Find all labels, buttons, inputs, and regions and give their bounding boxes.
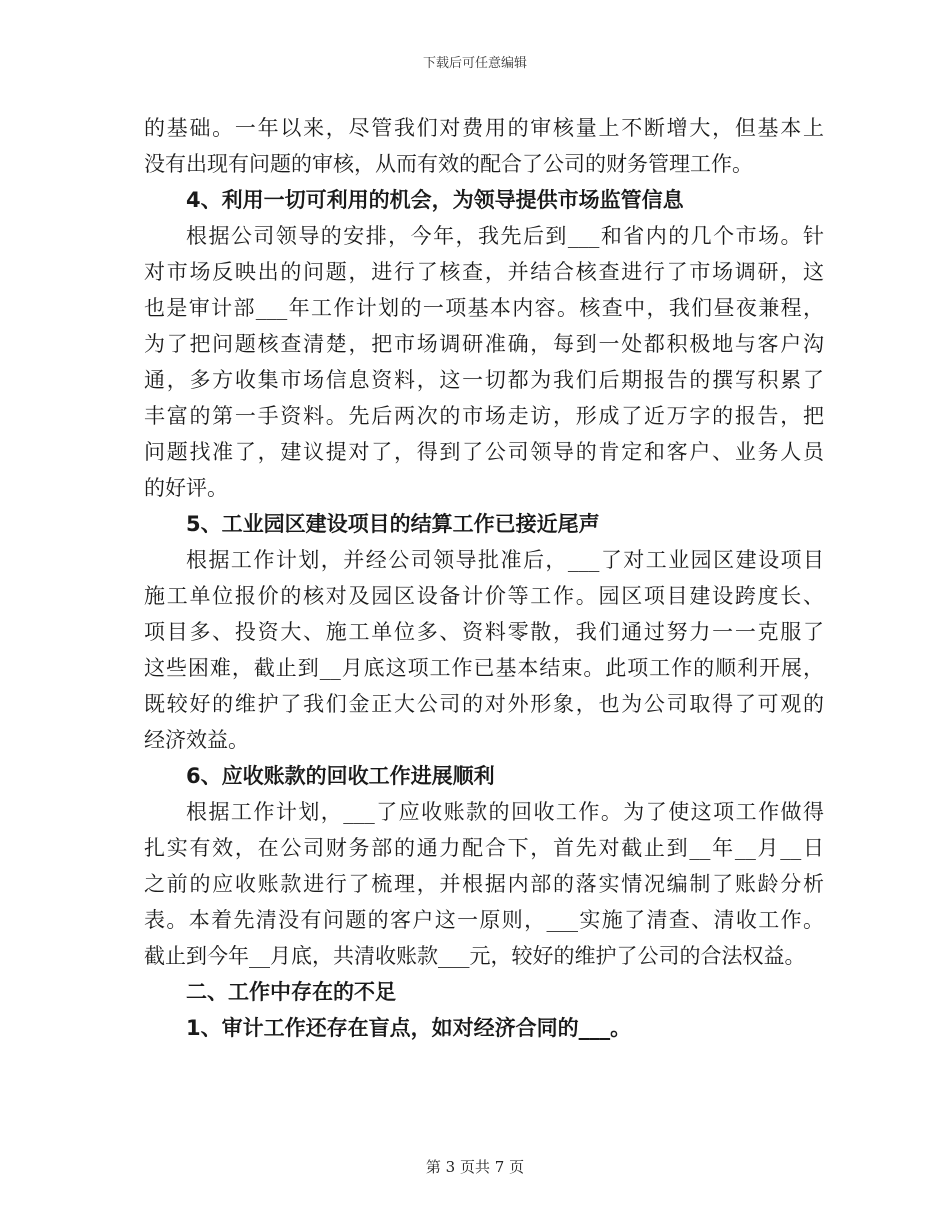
body-line: 根据工作计划，并经公司领导批准后，___了对工业园区建设项目 <box>186 548 824 572</box>
body-line: 施工单位报价的核对及园区设备计价等工作。园区项目建设跨度长、 <box>144 584 824 608</box>
section-heading: 4、利用一切可利用的机会，为领导提供市场监管信息 <box>186 188 684 212</box>
body-line: 既较好的维护了我们金正大公司的对外形象，也为公司取得了可观的 <box>144 692 824 716</box>
body-line: 也是审计部___年工作计划的一项基本内容。核查中，我们昼夜兼程， <box>144 296 824 320</box>
body-line: 扎实有效，在公司财务部的通力配合下，首先对截止到__年__月__日 <box>144 836 824 860</box>
body-line: 经济效益。 <box>144 728 249 752</box>
page-footer: 第 3 页共 7 页 <box>425 1158 525 1176</box>
body-line: 的好评。 <box>144 476 228 500</box>
body-line: 的基础。一年以来，尽管我们对费用的审核量上不断增大，但基本上 <box>144 116 824 140</box>
body-line: 为了把问题核查清楚，把市场调研准确，每到一处都积极地与客户沟 <box>144 332 824 356</box>
body-line: 表。本着先清没有问题的客户这一原则，___实施了清查、清收工作。 <box>144 908 824 932</box>
body-line: 这些困难，截止到__月底这项工作已基本结束。此项工作的顺利开展， <box>144 656 824 680</box>
body-line: 截止到今年__月底，共清收账款___元，较好的维护了公司的合法权益。 <box>144 944 806 968</box>
body-line: 根据工作计划，___了应收账款的回收工作。为了使这项工作做得 <box>186 800 824 824</box>
section-heading: 6、应收账款的回收工作进展顺利 <box>186 764 495 788</box>
body-line: 丰富的第一手资料。先后两次的市场走访，形成了近万字的报告，把 <box>144 404 824 428</box>
section-heading: 5、工业园区建设项目的结算工作已接近尾声 <box>186 512 600 536</box>
section-heading: 二、工作中存在的不足 <box>186 980 396 1004</box>
page-header: 下载后可任意编辑 <box>422 56 527 71</box>
body-line: 没有出现有问题的审核，从而有效的配合了公司的财务管理工作。 <box>144 152 753 176</box>
body-line: 项目多、投资大、施工单位多、资料零散，我们通过努力一一克服了 <box>144 620 824 644</box>
body-line: 问题找准了，建议提对了，得到了公司领导的肯定和客户、业务人员 <box>144 440 824 464</box>
document-body <box>144 110 824 1046</box>
body-line: 之前的应收账款进行了梳理，并根据内部的落实情况编制了账龄分析 <box>144 872 824 896</box>
section-heading: 1、审计工作还存在盲点，如对经济合同的___。 <box>186 1016 632 1040</box>
body-line: 根据公司领导的安排，今年，我先后到___和省内的几个市场。针 <box>186 224 824 248</box>
body-line: 通，多方收集市场信息资料，这一切都为我们后期报告的撰写积累了 <box>144 368 824 392</box>
body-line: 对市场反映出的问题，进行了核查，并结合核查进行了市场调研，这 <box>144 260 824 284</box>
